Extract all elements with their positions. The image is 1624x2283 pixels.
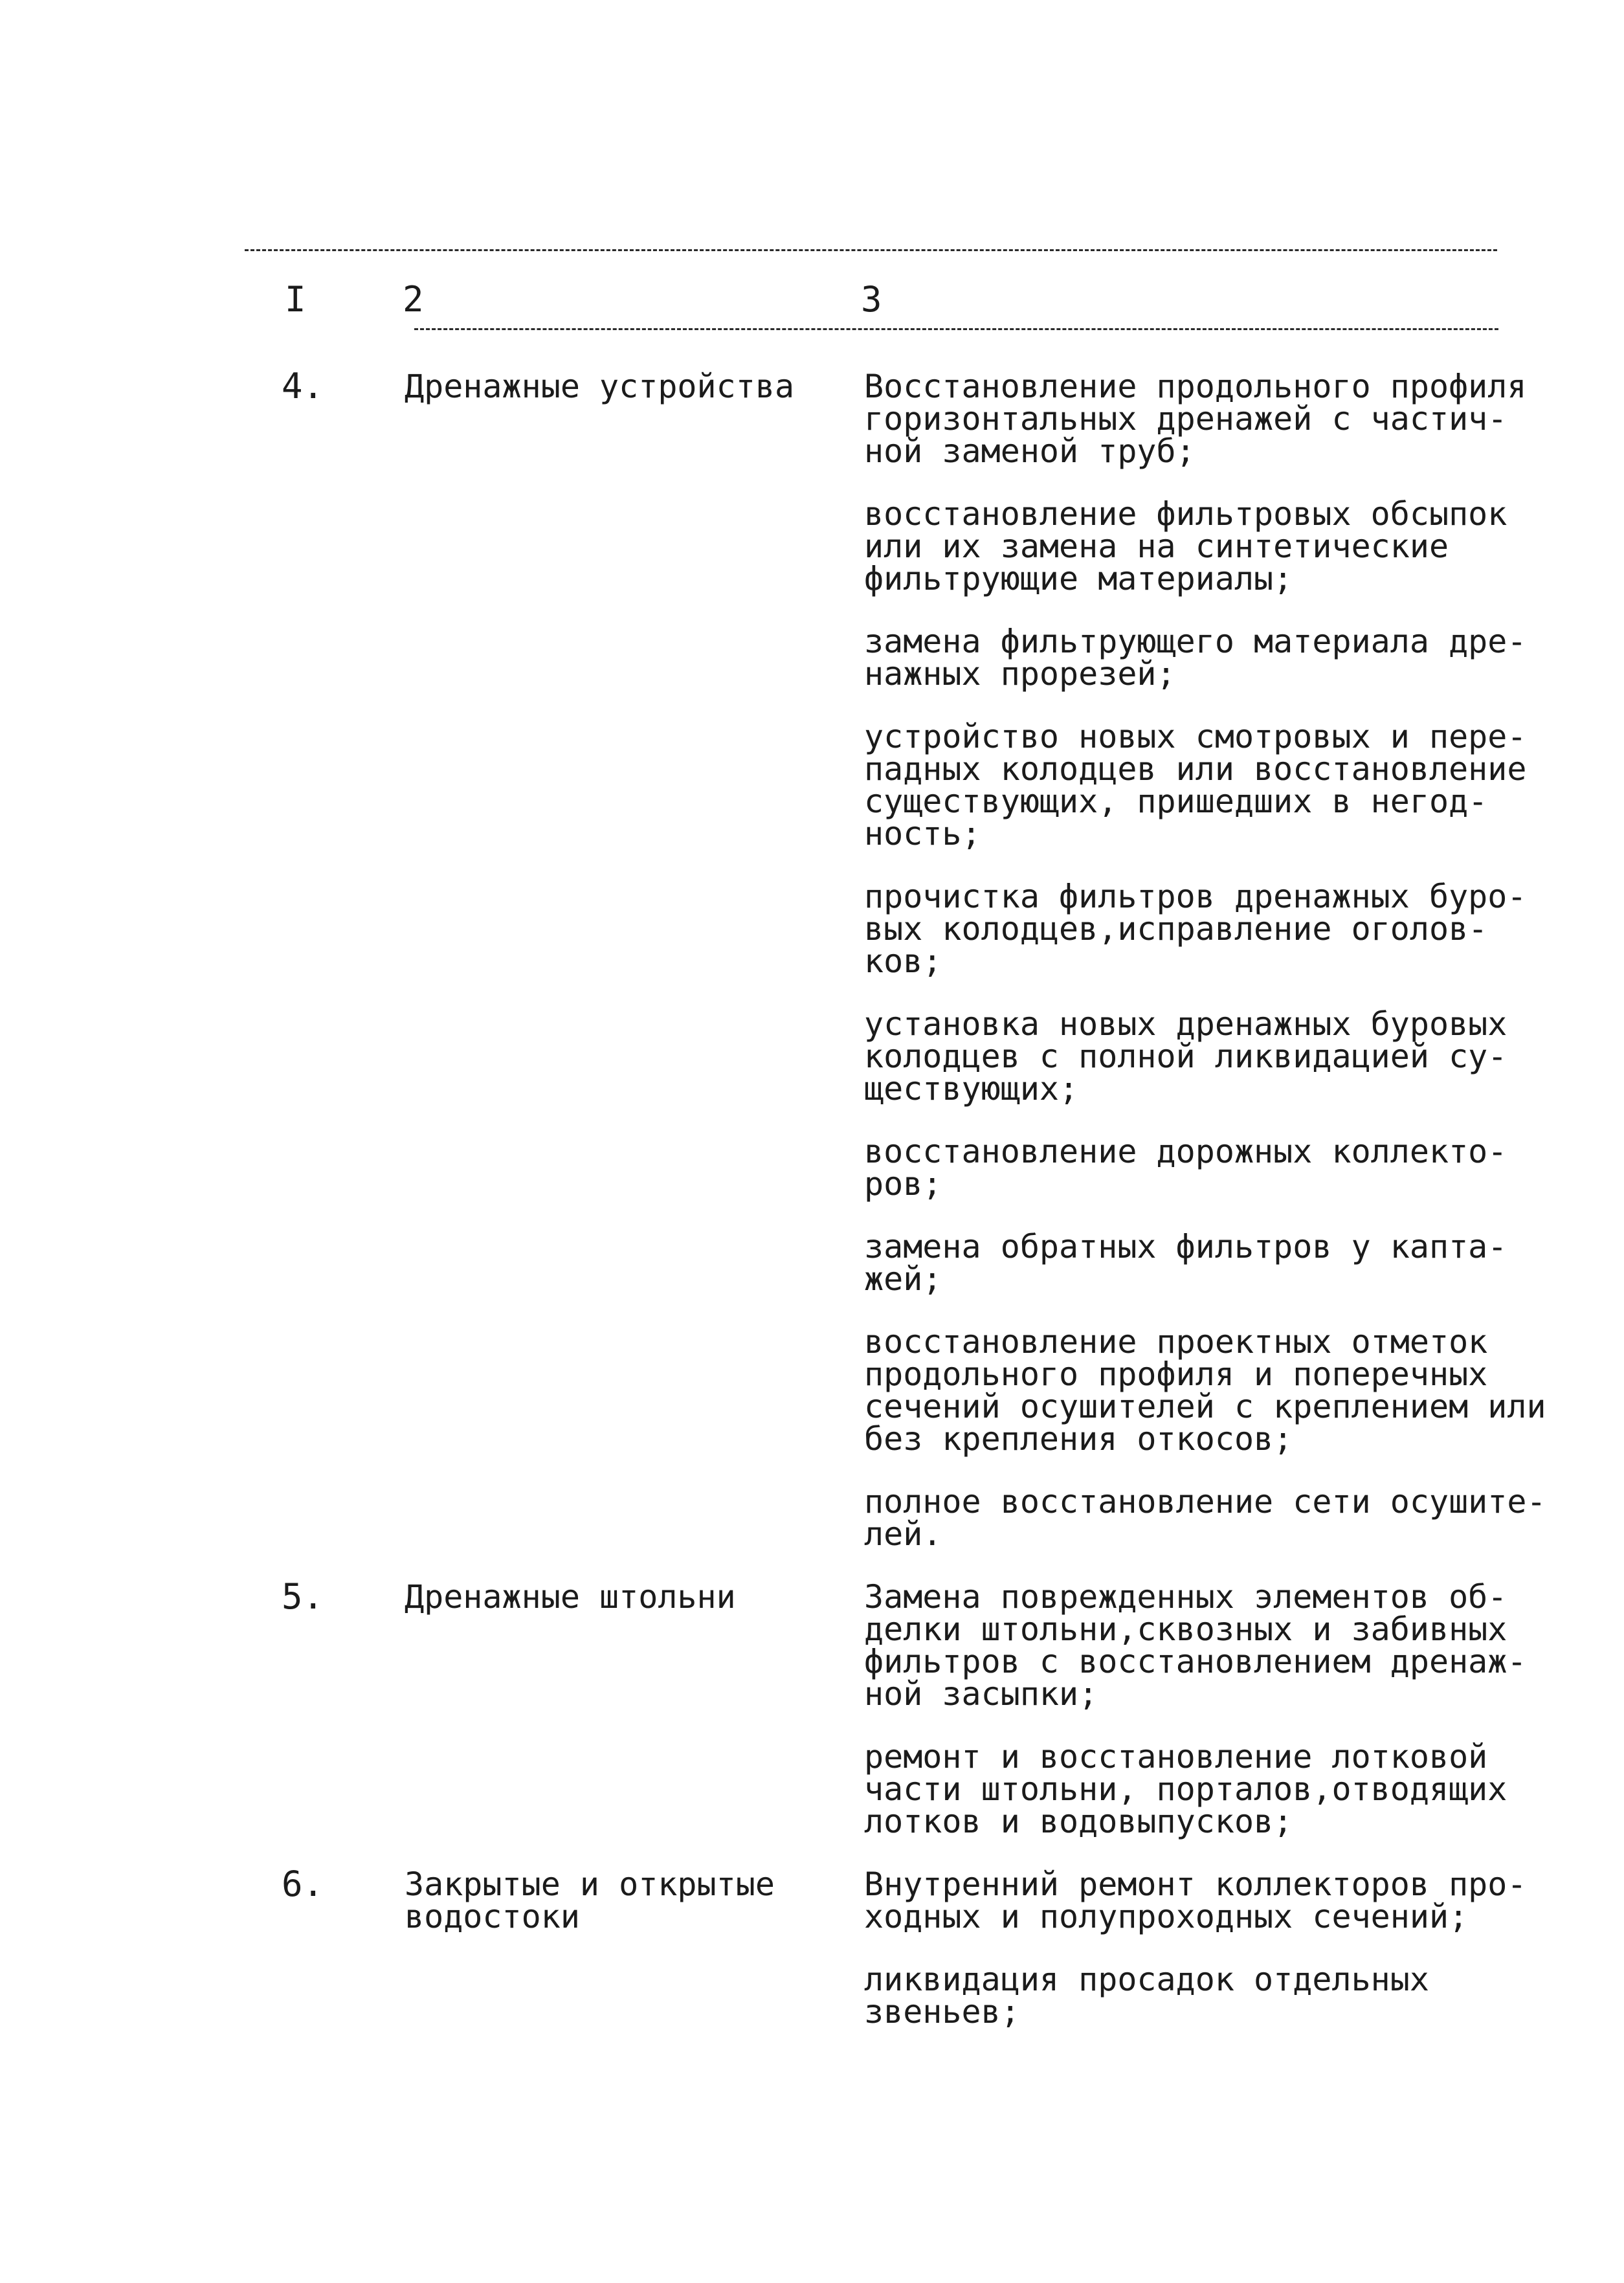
work-item: Замена поврежденных элементов об- делки штольни,сквозных и забивных фильтров с восстановлением дренаж- ной засыпки; bbox=[864, 1578, 1527, 1713]
work-item: Внутренний ремонт коллекторов про- ходных и полупроходных сечений; bbox=[864, 1865, 1527, 1935]
work-item: прочистка фильтров дренажных буро- вых колодцев,исправление оголов- ков; bbox=[864, 878, 1527, 980]
work-item: ликвидация просадок отдельных звеньев; bbox=[864, 1961, 1429, 2031]
row-number: 5. bbox=[282, 1576, 324, 1617]
row-number: 6. bbox=[282, 1864, 324, 1904]
row-object-name: Дренажные устройства bbox=[405, 368, 795, 405]
column-header-1: I bbox=[285, 279, 306, 320]
work-item: восстановление фильтровых обсыпок или их замена на синтетические фильтрующие материалы; bbox=[864, 495, 1507, 597]
row-number: 4. bbox=[282, 366, 324, 406]
work-item: замена фильтрующего материала дре- нажных прорезей; bbox=[864, 623, 1527, 693]
row-work-list bbox=[864, 1865, 1586, 2058]
header-underline-rule bbox=[414, 328, 1498, 330]
work-item: Восстановление продольного профиля горизонтальных дренажей с частич- ной заменой труб; bbox=[864, 368, 1527, 470]
column-header-2: 2 bbox=[403, 279, 424, 320]
table-top-rule bbox=[245, 249, 1497, 251]
table-row bbox=[282, 1576, 1586, 1868]
table-row bbox=[282, 1864, 1586, 2058]
column-header-3: 3 bbox=[861, 279, 882, 320]
work-item: полное восстановление сети осушите- лей. bbox=[864, 1483, 1546, 1553]
row-object-name: Закрытые и открытые водостоки bbox=[405, 1865, 775, 1935]
work-item: восстановление дорожных коллекто- ров; bbox=[864, 1133, 1507, 1203]
table-body bbox=[282, 366, 1586, 2058]
work-item: установка новых дренажных буровых колодцев с полной ликвидацией су- ществующих; bbox=[864, 1005, 1507, 1108]
work-item: устройство новых смотровых и пере- падных колодцев или восстановление существующих, пришедших в негод- ность; bbox=[864, 718, 1527, 852]
row-work-list bbox=[864, 370, 1586, 1581]
work-item: замена обратных фильтров у капта- жей; bbox=[864, 1228, 1507, 1298]
work-item: восстановление проектных отметок продольного профиля и поперечных сечений осушителей с креплением или без крепления откосов; bbox=[864, 1323, 1546, 1458]
table-row bbox=[282, 366, 1586, 1581]
row-object-name: Дренажные штольни bbox=[405, 1578, 736, 1616]
work-item: ремонт и восстановление лотковой части штольни, порталов,отводящих лотков и водовыпусков; bbox=[864, 1738, 1507, 1840]
row-work-list bbox=[864, 1578, 1586, 1868]
